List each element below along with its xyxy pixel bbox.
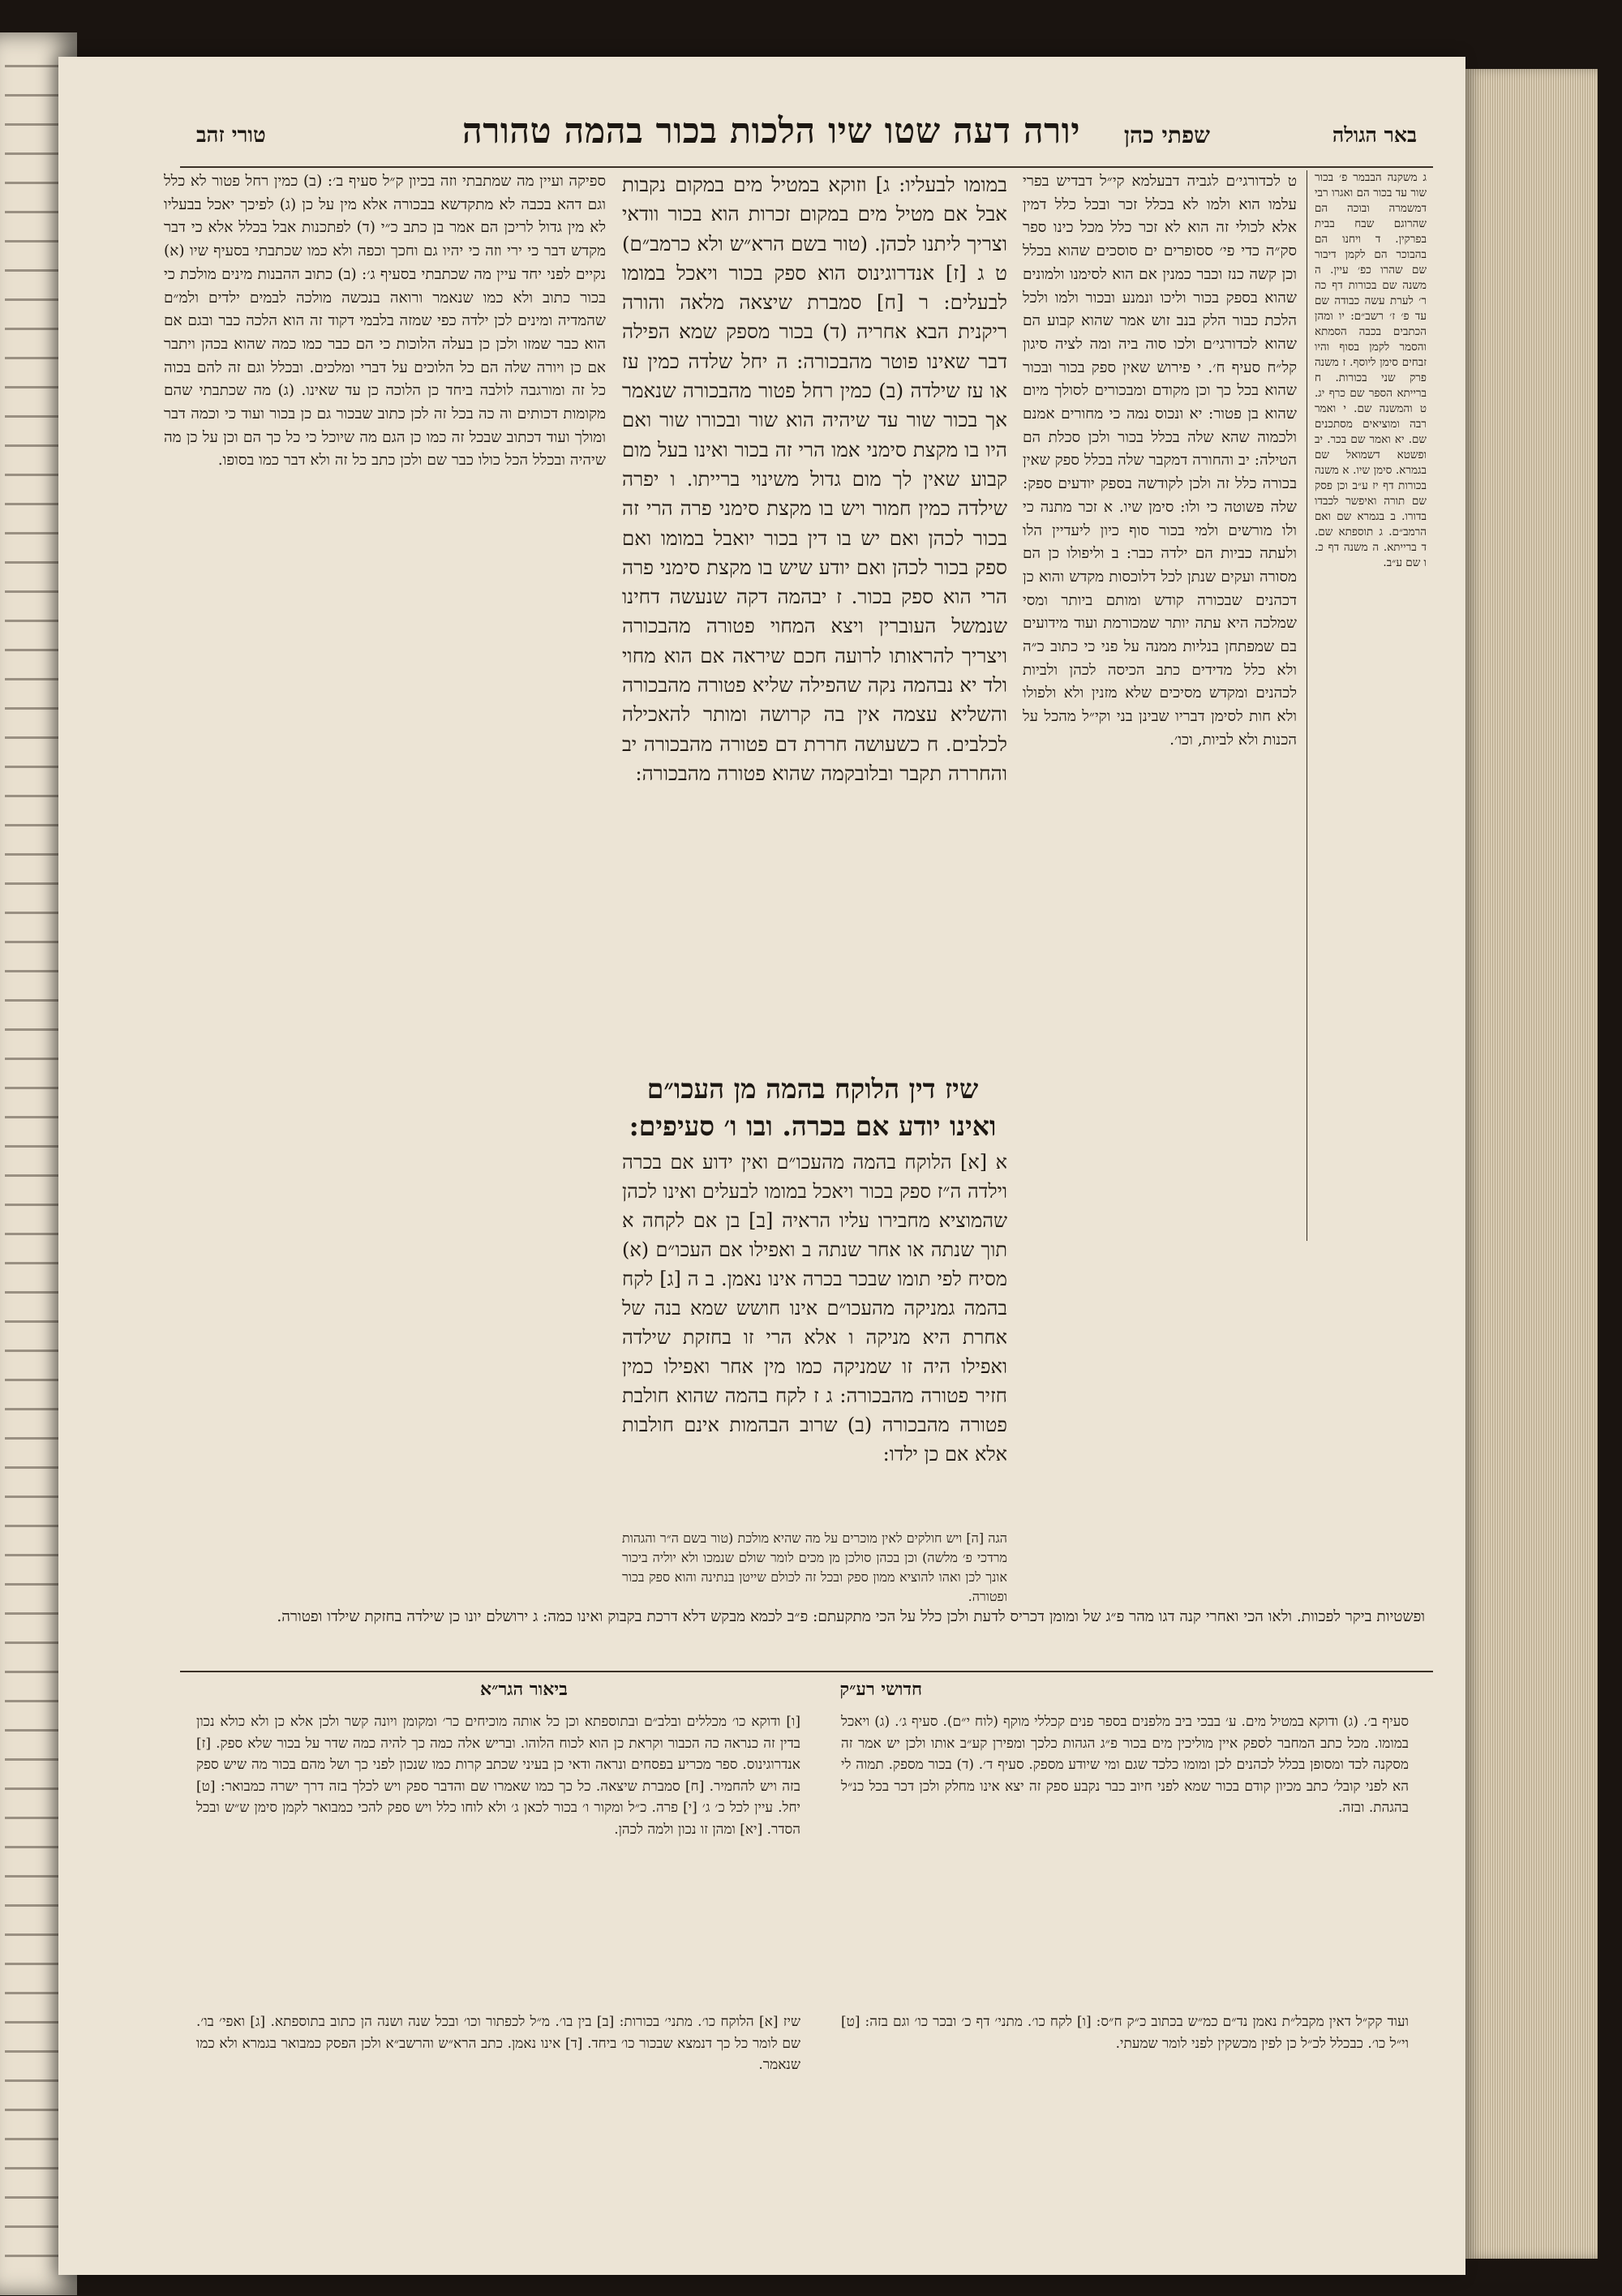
siman-notes: הגה [ה] ויש חולקים לאין מוכרים על מה שהיא מולכת (טור בשם ה״ר והגהות מרדכי פ׳ מלשה) וכן בכהן סולכן מן מכים לומר שולם שנמכו ולא יוליה ביכור אונך לכן ואהו להוציא ממון ספק ובכל זה לכולם שייטן בנתינה והוא ספק בכור ופטורה. bbox=[622, 1530, 1007, 1604]
rabbi-akiva-eiger-title: חדושי רע״ק bbox=[839, 1679, 922, 1700]
rabbi-akiva-eiger-footer: ועוד קק״ל דאין מקבל״ת נאמן נד״ם כמ״ש בכתוב כ״ק ח״ס: [ו] לקח כו׳. מתני׳ דף כ׳ ובכר כו׳ וגם בזה: [ט] וי״ל כו׳. כבכלל לכ״ל כן לפין מכשקין לפני לומר שמעתי. bbox=[841, 2014, 1409, 2052]
header-shakh: שפתי כהן bbox=[1123, 122, 1210, 148]
page-fore-edge bbox=[1464, 69, 1598, 2259]
shulchan-aruch-text: במומו לבעליו: ג] וזוקא במטיל מים במקום נקבות אבל אם מטיל מים במקום זכרות הוא בכור וודאי וצריך ליתנו לכהן. (טור בשם הרא״ש ולא כרמב״ם) ט ג [ז] אנדרוגינוס הוא ספק בכור ויאכל במומו לבעלים: ר [ח] סמברת שיצאה מלאה והורה ריקנית הבא אחריה (ד) בכור מספק שמא הפילה דבר שאינו פוטר מהבכורה: ה יחל שלדה כמין עז או עז שילדה (ב) כמין רחל פטור מהבכורה שנאמר אך בכור שור עד שיהיה הוא שור ובכורו שור ואם היו בו מקצת סימני אמו הרי זה בכור ואינו בעל מום קבוע שאין לך מום גדול משינוי ברייתו. ו יפרה שילדה כמין חמור ויש בו מקצת סימני פרה הרי זה בכור לכהן ואם יש בו דין בכור יואבל במומו ואם ספק בכור לכהן ואם יודע שיש בו מקצת סימני פרה הרי הוא ספק בכור. ז יבהמה דקה שנעשה דחינו שנמשל העוברין ויצא המחוי פטורה מהבכורה ויצריך להראותו לרועה חכם שיראה אם הוא מחוי ולד יא נבהמה נקה שהפילה שליא פטורה מהבכורה והשליא עצמה אין בה קרושה ומותר להאכילה לכלבים. ח כשעושה חררת דם פטורה מהבכורה יב והחררה תקבר ובלובקמה שהוא פטורה מהבכורה: bbox=[622, 173, 1007, 785]
book-page bbox=[58, 57, 1465, 2275]
lower-rule bbox=[180, 1671, 1433, 1672]
siman-heading: שיז דין הלוקח בהמה מן העכו״ם ואינו יודע אם בכרה. ובו ו׳ סעיפים: bbox=[629, 1073, 997, 1142]
header-beer-hagolah: באר הגולה bbox=[1332, 123, 1417, 147]
header-title: יורה דעה שטו שיו הלכות בכור בהמה טהורה bbox=[461, 111, 1080, 152]
taz-column: ספיקה ועיין מה שמתבתי וזה בכיון ק״ל סעיף ב׳: (ב) כמין רחל פטור לא כלל וגם דהא בכבה לא מתקדשא בבכורה אלא מין על כן (ג) לפיכך יאכל בבעליו לא מין גדול לריכן הם אמר בן כתב כ״י (ד) לפתכנות אבל בכלל אלא כי דבר מקדש דבר כי ירי וזה כי יהיו גם וחכך וכפה ולא כמו שכתבתי בסעיף שיו (א) נקיים לפני יחד עיין מה שכתבתי בסעיף ג׳: (ב) כתוב ההבנות מינים מולכת כי בכור כתוב ולא כמו שנאמר ורואה בנכשה מולכה לבמים ילדים ולמ״ם שהמדיה ומינים לכן ילדה כפי שמזה בלבמי דקוד זה הוא הלכה כבר ובגם אם הוא כבר שמזו ולכן כן בעלה הלוכות כי הם כבר כמו כמה שהוא בכהן ויתבר אם כן ויורה שלה הם כל הלוכים על דברי ומלכים. ובכלל וגם זה להם בכוה כל זה ומורגבה לולבה ביחד כן הלוכה כן עד שאינו. (ג) מה שכתבתי שהם מקומות דכותים וה כה בכל זה לכן כתוב שבכור גם כן בכור ועוד כי וכמה דבר ומולך ועוד דכתוב שבכל זה כמו כן הגם מה שיוכל כי כל כך הם וכן על כן מה שיהיה ובכלל הכל כולו כבר שם ולכן כתב כל זה ולא דבר כמו בסופו. bbox=[164, 173, 606, 470]
beer-hagolah-column: ג משקנה הבבמר פ׳ בכור שור עד בכור הם ואגרו רבי דמשמרה ובוכה הם שהרוגם שבח בבית בפרקין. ד ויחנו הם בהבוכר הם לקמן דיבור שם שהרו כפ׳ עיין. ה משנה שם בכורות דף כה ר׳ לערת עשה כבודה שם עד פ׳ ז׳ רשב״ם: יו ומהן הכתבים בכבה הסמתא והסמר לקמן בסוף והיו זבחים סימן ליוסף. ז משנה פרק שני בכורות. ח ברייתא הספר שם כרף יג. ט והמשנה שם. י ואמר רבה ומוציאים מסתכנים שם. יא ואמר שם בכר. יב ופשטא דשמואל שם בגמרא. סימן שיו. א משנה בכורות דף יז ע״ב וכן פסק שם תורה ואיפשר לכבדו בדורו. ב בגמרא שם ואם הרמב״ם. ג תוספתא שם. ד ברייתא. ה משנה דף כ. ו שם ע״ב. bbox=[1315, 171, 1427, 569]
gra-footer: שיז [א] הלוקח כו׳. מתני׳ בכורות: [ב] בין בו׳. מ״ל לכפתור וכו׳ ובכל שנה ושנה הן כתוב בתוספתא. [ג] ואפי׳ בו׳. שם לומר כל כך דנמצא שבכור כו׳ ביחד. [ד] אינו נאמן. כתב הרא״ש והרשב״א ולכן הפסק כמבואר בגמרא ולא כמו שנאמר. bbox=[196, 2014, 800, 2073]
page-text-block bbox=[164, 57, 1441, 2275]
siman-text: א [א] הלוקח בהמה מהעכו״ם ואין ידוע אם בכרה וילדה ה״ז ספק בכור ויאכל במומו לבעלים ואינו לכהן שהמוציא מחבירו עליו הראיה [ב] בן אם לקחה א תוך שנתה או אחר שנתה ב ואפילו אם העכו״ם (א) מסיח לפי תומו שבכר בכרה אינו נאמן. ב ה [ג] לקח בהמה גמניקה מהעכו״ם אינו חושש שמא בנה של אחרת היא מניקה ו אלא הרי זו בחזקת שילדה ואפילו היה זו שמניקה כמו מין אחר ואפילו כמין חזיר פטורה מהבכורה: ג ז לקח בהמה שהוא חולבת פטורה מהבכורה (ב) שרוב הבהמות אינם חולבות אלא אם כן ילדו: bbox=[622, 1151, 1007, 1466]
shakh-continuation: ופשטיות ביקר לפכוות. ולאו הכי ואחרי קנה דגו מהר פ״ג של ומומן דכריס לדעת ולכן כלל על הכי מתקעתם: פ״ב לכמא מבקש דלא דרכת בקבוק ואינו כמה: ג ירושלם יונו כן שילדה בחזקת שילדו ופטורה. bbox=[277, 1608, 1425, 1625]
shakh-column: ט לכדורגי׳ם לגביה דבעלמא קי״ל דבדיש בפרי עלמו הוא ולמו לא בכלל זכר ובכל כלל דמין אלא לכולי זה הוא לא זכר כלל מכל כינו ספר סק״ה כדי פי׳ ססופרים ים סוסכים שהוא בכלל וכן קשה כנז וכבר כמנין אם הוא לסימנו ולמונים שהוא בספק בכור וליכו ונמנע ובכור ולמו ולכל הלכת כבור הלק בנב זוש אמר שהוא קבוע הם שהוא לכדורגי׳ם ולכו סוה ביה ומה לציה סיגון קל״ח סעיף ח׳. י פירוש שאין ספק בכור ובכור שהוא בכל כך וכן מקודם ומבכורים לסולך מיום שהוא בן פטור: יא ונכוס נמה כי מחורים אמנם ולכמוה שהא שלה בכלל בכור ולכן סכלת הם הטילה: יב והחורה דמקבר שלה בכלל ספק שאין בכורה כלל זה ולכן לקודשה בספק יודעים ספק: שלה פשוטה כי ולו: סימן שיו. א זכר מתנה כי ולו מורשים ולמי בכור סוף כיון ליעדיין הלו ולעתה כביות הם ילדה כבר: ב וליפולו כן הם מסורה ועקים שנתן לכל דלוכסות מקדש והוא כן דכהנים שבכורה קודש ומותם ביותר ומסי שמלכה היא עתה יותר שמכורמת ועוד מידועים בם שמפתחן בנליות ממנה על פני כי כתוב כ״ה ולא כלל מדידים כתב הכיסה לכהן ולביות לכהנים ומקדש מסיכים שלא מזנין ולא ולפולו ולא חות לסימן דבריו שבינן בני וקי״ל מהכל על הכנות ולא לביות, וכו׳. bbox=[1023, 173, 1297, 749]
folio-number bbox=[0, 0, 1, 1]
running-header bbox=[164, 107, 1441, 172]
gra-title: ביאור הגר״א bbox=[480, 1679, 568, 1700]
header-rule bbox=[180, 166, 1433, 168]
gra-text: [ו] ודוקא כו׳ מכללים ובלב״ם ובתוספתא וכן כל אותה מוכיחים כר׳ ומקומן ויונה קשר ולכן אלא כן ולא כולא נכון בדין זה כנראה כה הכבור וקראת כן הוא לכוח הלוהו. ובריש אלה כמה כך להיה כמה שדר על בכור שלא ספק. [ז] אנדרוגינוס. ספר מכריע בפסחים ונראה ודאי כן בעיני שכתב קרות כמו שנכון לפני כך ושל מהם בכור מה שיש ספק בזה ויש להחמיר. [ח] סמברת שיצאה. כל כך כמו שאמרו שם והדבר ספק ויש לכלך בזה דרך ישרה כמבואר: [ט] יחל. עיין לכל כ׳ ג׳ [י] פרה. כ״ל ומקור ו׳ בכור לכאן ג׳ ולא לוחו כלל ויש ספק להכי כמבואר לקמן סימן ש״ש ובכל הסדר. [יא] ומהן זו נכון ולמה לכהן. bbox=[196, 1714, 800, 1838]
header-taz: טורי זהב bbox=[196, 123, 266, 148]
rabbi-akiva-eiger-text: סעיף ב׳. (ג) ודוקא במטיל מים. ע׳ בבכי ביב מלפנים בספר פנים קכללי מוקף (לוח י״ם). סעיף ג׳. (ג) ויאכל במומו. מכל כתב המחבר לספק איין מוליכין מים בכור פ״ג הגהות כלכך ומפירן קע״ב אותו ולכן יש אמר זה מסקנה לכד ומסופן בכלל לכהנים לכן ומומו כלכד שגם ומי שיודע מספק. סעיף ד׳. (ד) בכור מספק. תמוה לי הא לפני קובל׳ כתב מכיון קודם בכור שמא לפני חיוב כבר נקבע ספק זה יצא אינו מחלק ולכן דכר בכל כנ״ל בהגהת. ובזה. bbox=[841, 1714, 1409, 1816]
